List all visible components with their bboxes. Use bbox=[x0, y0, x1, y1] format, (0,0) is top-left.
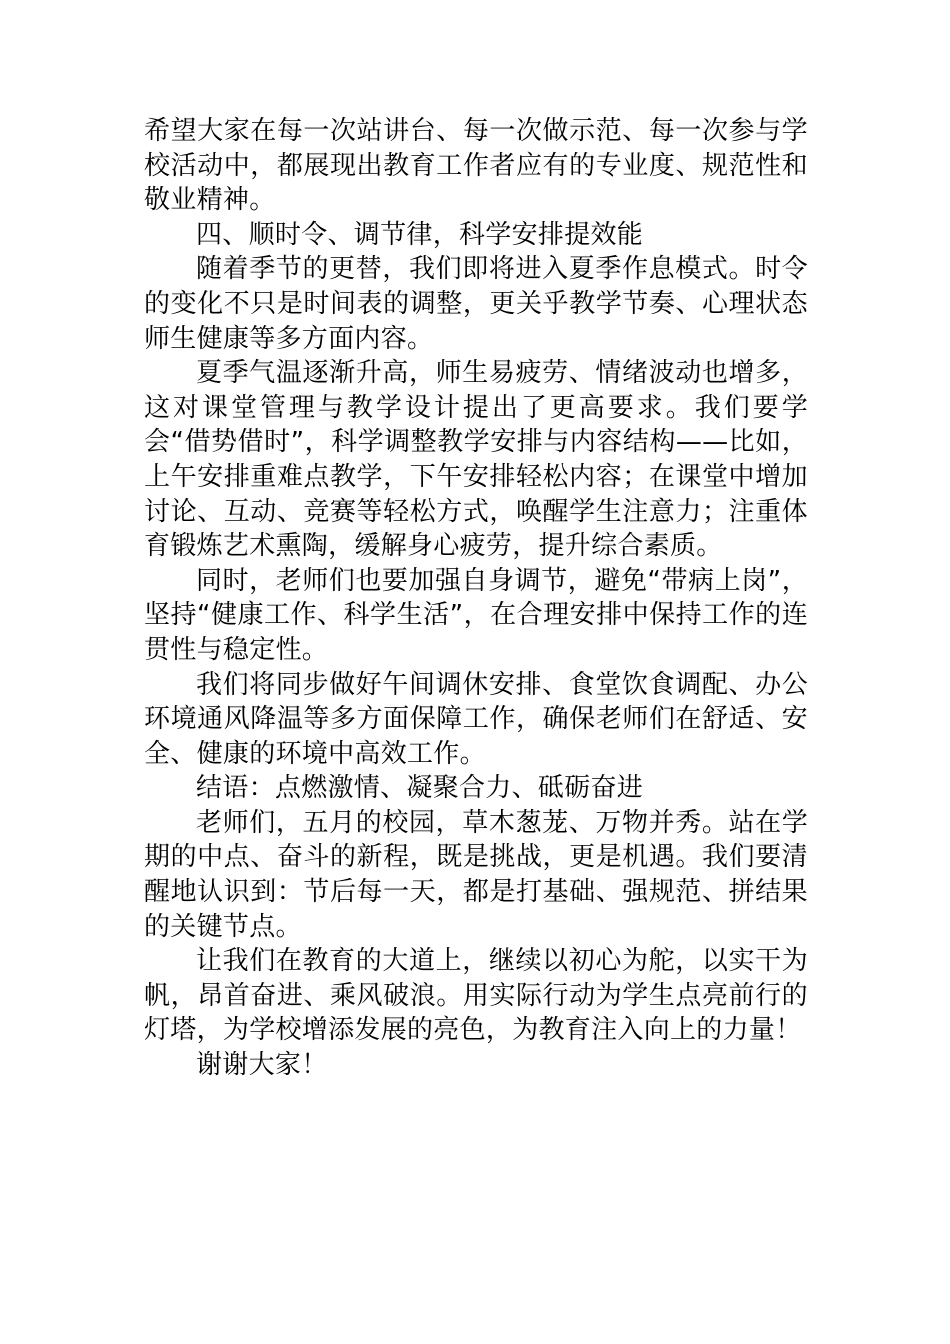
paragraph-continuation: 希望大家在每一次站讲台、每一次做示范、每一次参与学校活动中，都展现出教育工作者应有的专业度、规范性和敬业精神。 bbox=[144, 116, 808, 216]
paragraph: 随着季节的更替，我们即将进入夏季作息模式。时令的变化不只是时间表的调整，更关乎教学节奏、心理状态师生健康等多方面内容。 bbox=[144, 254, 808, 354]
closing-thanks: 谢谢大家！ bbox=[196, 1050, 328, 1081]
paragraph: 同时，老师们也要加强自身调节，避免“带病上岗”，坚持“健康工作、科学生活”，在合理安排中保持工作的连贯性与稳定性。 bbox=[144, 565, 808, 665]
paragraph: 让我们在教育的大道上，继续以初心为舵，以实干为帆，昂首奋进、乘风破浪。用实际行动为学生点亮前行的灯塔，为学校增添发展的亮色，为教育注入向上的力量！ bbox=[144, 946, 808, 1046]
paragraph: 夏季气温逐渐升高，师生易疲劳、情绪波动也增多，这对课堂管理与教学设计提出了更高要求。我们要学会“借势借时”，科学调整教学安排与内容结构——比如，上午安排重难点教学，下午安排轻松内容；在课堂中增加讨论、互动、竞赛等轻松方式，唤醒学生注意力；注重体育锻炼艺术熏陶，缓解身心疲劳，提升综合素质。 bbox=[144, 358, 808, 562]
section-heading-4: 四、顺时令、调节律，科学安排提效能 bbox=[196, 219, 644, 250]
document-body bbox=[144, 114, 808, 1083]
section-heading-conclusion: 结语：点燃激情、凝聚合力、砥砺奋进 bbox=[196, 773, 644, 804]
paragraph: 我们将同步做好午间调休安排、食堂饮食调配、办公环境通风降温等多方面保障工作，确保老师们在舒适、安全、健康的环境中高效工作。 bbox=[144, 669, 808, 769]
paragraph: 老师们，五月的校园，草木葱茏、万物并秀。站在学期的中点、奋斗的新程，既是挑战，更是机遇。我们要清醒地认识到：节后每一天，都是打基础、强规范、拼结果的关键节点。 bbox=[144, 807, 808, 942]
